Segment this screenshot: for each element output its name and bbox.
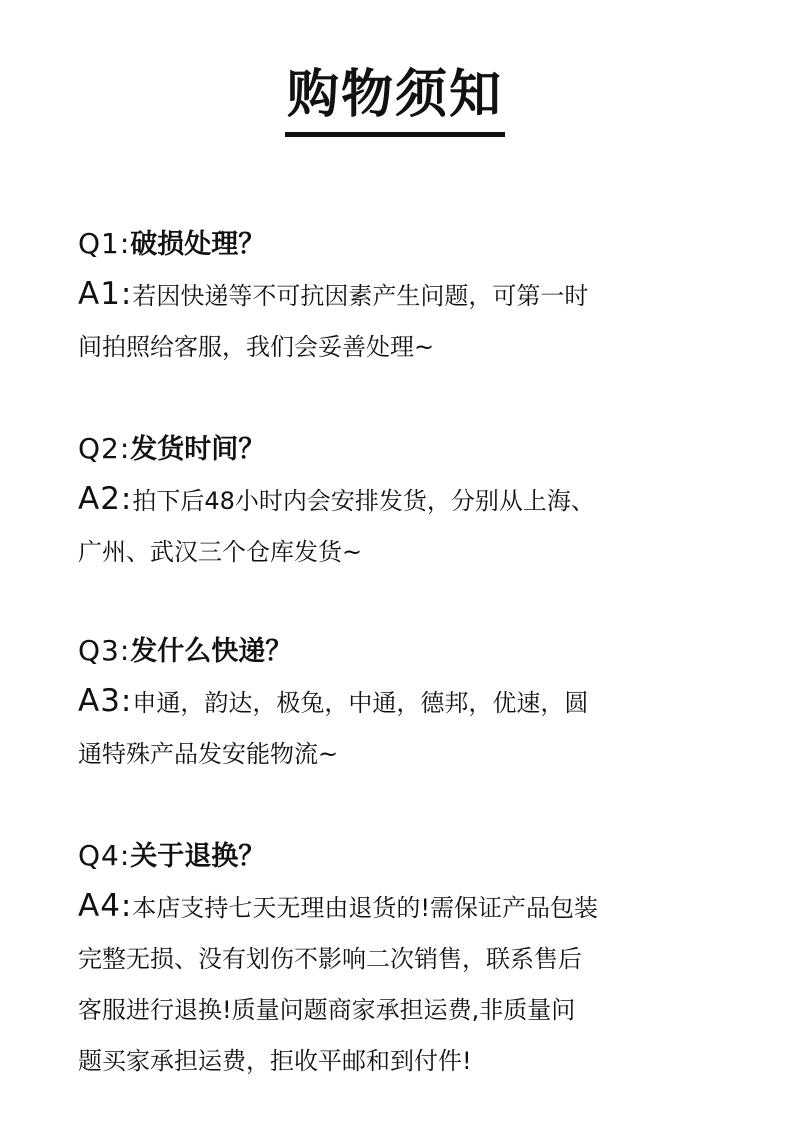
- faq-answer-line: [78, 474, 728, 527]
- question-text: 发货时间？: [130, 434, 266, 465]
- faq-item-returns: [78, 831, 728, 1087]
- faq-item-shipping-time: [78, 424, 728, 578]
- faq-question: [78, 424, 728, 474]
- question-prefix: Q4:: [78, 839, 131, 872]
- answer-text: 若因快递等不可抗因素产生问题，可第一时: [132, 282, 589, 310]
- faq-item-breakage: [78, 219, 728, 373]
- question-prefix: Q3:: [78, 634, 131, 667]
- faq-answer-line: [78, 676, 728, 729]
- faq-answer-line: 通特殊产品发安能物流~: [78, 740, 339, 768]
- question-text: 关于退换？: [130, 841, 266, 872]
- faq-answer-line: 完整无损、没有划伤不影响二次销售，联系售后: [78, 945, 582, 973]
- faq-answer-line: 广州、武汉三个仓库发货~: [78, 538, 363, 566]
- faq-item-courier: [78, 626, 728, 780]
- faq-question: [78, 219, 728, 269]
- answer-text: 拍下后48小时内会安排发货，分别从上海、: [132, 487, 595, 515]
- question-prefix: Q2:: [78, 432, 131, 465]
- question-text: 发什么快递？: [130, 636, 293, 667]
- answer-prefix: A4:: [78, 888, 133, 924]
- faq-answer-line: 客服进行退换!质量问题商家承担运费,非质量问: [78, 996, 576, 1024]
- faq-question: [78, 626, 728, 676]
- answer-prefix: A1:: [78, 276, 133, 312]
- faq-answer-line: 间拍照给客服，我们会妥善处理~: [78, 333, 435, 361]
- question-prefix: Q1:: [78, 227, 131, 260]
- page-title: 购物须知: [285, 62, 505, 137]
- title-container: [0, 62, 790, 137]
- answer-prefix: A3:: [78, 683, 133, 719]
- faq-answer-line: 题买家承担运费，拒收平邮和到付件!: [78, 1047, 472, 1075]
- faq-answer-line: [78, 881, 728, 934]
- answer-prefix: A2:: [78, 481, 133, 517]
- faq-question: [78, 831, 728, 881]
- faq-answer-line: [78, 269, 728, 322]
- answer-text: 本店支持七天无理由退货的!需保证产品包装: [132, 894, 598, 922]
- answer-text: 申通，韵达，极兔，中通，德邦，优速，圆: [132, 689, 589, 717]
- question-text: 破损处理？: [130, 229, 266, 260]
